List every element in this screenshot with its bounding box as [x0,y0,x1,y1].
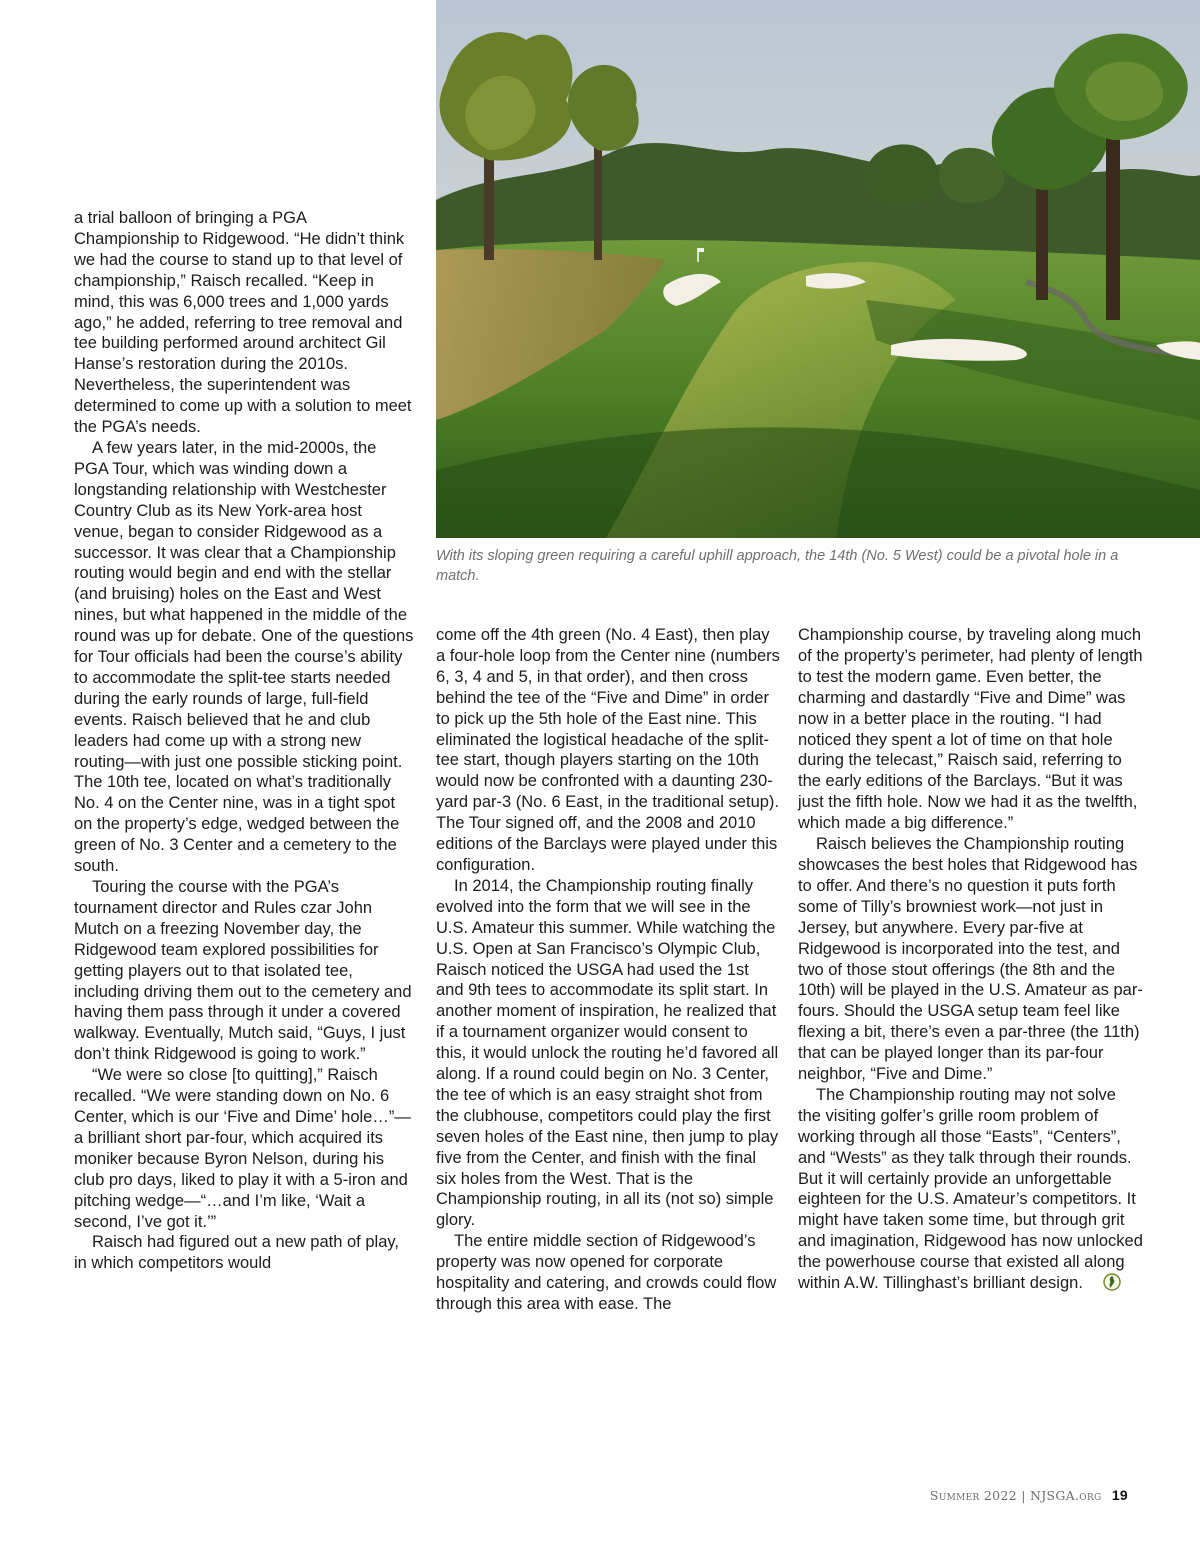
paragraph: A few years later, in the mid-2000s, the PGA Tour, which was winding down a longstanding relationship with Westchester Country Club as its New York-area host venue, began to consider Ridgewood as a successor. It was clear that a Championship routing would begin and end with the stellar (and bruising) holes on the East and West nines, but what happened in the middle of the round was up for debate. One of the questions for Tour officials had been the course’s ability to accommodate the split-tee starts needed during the early rounds of large, full-field events. Raisch believed that he and club leaders had come up with a strong new routing—with just one possible sticking point. The 10th tee, located on what’s traditionally No. 4 on the Center nine, was in a tight spot on the property’s edge, wedged between the green of No. 3 Center and a cemetery to the south. [74,438,414,876]
folio-separator: | [1021,1488,1026,1503]
paragraph: “We were so close [to quitting],” Raisch recalled. “We were standing down on No. 6 Center, which is our ‘Five and Dime’ hole…”—a brilliant short par-four, which acquired its moniker because Byron Nelson, during his club pro days, liked to play it with a 5-iron and pitching wedge—“…and I’m like, ‘Wait a second, I’ve got it.’” [74,1066,411,1231]
paragraph-text: The Championship routing may not solve the visiting golfer’s grille room problem of working through all those “Easts”, “Centers”, and “Wests” as they talk through their rounds. But it will certainly provide an unforgettable eighteen for the U.S. Amateur’s competitors. It might have taken some time, but through grit and imagination, Ridgewood has now unlocked the powerhouse course that existed all along within A.W. Tillinghast’s brilliant design. [798,1085,1143,1293]
article-column-2 [436,625,780,1315]
issue-date: Summer 2022 [929,1488,1017,1503]
page-number: 19 [1111,1487,1128,1503]
page-footer [930,1487,1128,1503]
paragraph: Touring the course with the PGA’s tournament director and Rules czar John Mutch on a freezing November day, the Ridgewood team explored possibilities for getting players out to that isolated tee, including driving them out to the cemetery and having them pass through it under a covered walkway. Eventually, Mutch said, “Guys, I just don’t think Ridgewood is going to work.” [74,878,412,1064]
site-name: NJSGA.org [1029,1488,1102,1503]
paragraph: come off the 4th green (No. 4 East), then play a four-hole loop from the Center nine (numbers 6, 3, 4 and 5, in that order), and then cross behind the tee of the “Five and Dime” in order to pick up the 5th hole of the East nine. This eliminated the logistical headache of the split-tee start, though players starting on the 10th would now be confronted with a daunting 230-yard par-3 (No. 6 East, in the traditional setup). The Tour signed off, and the 2008 and 2010 editions of the Barclays were played under this configuration. [436,626,780,874]
paragraph: In 2014, the Championship routing finally evolved into the form that we will see in the U.S. Amateur this summer. While watching the U.S. Open at San Francisco’s Olympic Club, Raisch noticed the USGA had used the 1st and 9th tees to accommodate its split start. In another moment of inspiration, he realized that if a tournament organizer would consent to this, it would unlock the routing he’d favored all along. If a round could begin on No. 3 Center, the tee of which is an easy straight shot from the clubhouse, competitors could play the first seven holes of the East nine, then jump to play five from the Center, and finish with the final six holes from the West. That is the Championship routing, in all its (not so) simple glory. [436,876,779,1230]
nj-state-end-mark-icon [1085,1273,1103,1291]
paragraph: a trial balloon of bringing a PGA Championship to Ridgewood. “He didn’t think we had the course to stand up to that level of championship,” Raisch recalled. “Keep in mind, this was 6,000 trees and 1,000 yards ago,” he added, referring to tree removal and tee building performed around architect Gil Hanse’s restoration during the 2010s. Nevertheless, the superintendent was determined to come up with a solution to meet the PGA’s needs. [74,209,412,437]
paragraph: Raisch believes the Championship routing showcases the best holes that Ridgewood has to offer. And there’s no question it puts forth some of Tilly’s browniest work—not just in Jersey, but anywhere. Every par-five at Ridgewood is incorporated into the test, and two of those stout offerings (the 8th and the 10th) will be played in the U.S. Amateur as par-fours. Should the USGA setup team feel like flexing a bit, there’s even a par-three (the 11th) that can be played longer than its par-four neighbor, “Five and Dime.” [798,835,1143,1084]
paragraph: Championship course, by traveling along much of the property’s perimeter, had plenty of length to test the modern game. Even better, the charming and dastardly “Five and Dime” was now in a better place in the routing. “I had noticed they spent a lot of time on that hole during the telecast,” Raisch said, referring to the early editions of the Barclays. “But it was just the fifth hole. Now we had it as the twelfth, which made a big difference.” [798,626,1143,833]
photo-caption: With its sloping green requiring a careful uphill approach, the 14th (No. 5 West) could be a pivotal hole in a match. [436,548,1119,584]
paragraph: The entire middle section of Ridgewood’s property was now opened for corporate hospitality and catering, and crowds could flow through this area with ease. The [436,1232,777,1313]
golf-course-photo [436,0,1200,538]
article-column-3 [798,625,1143,1294]
article-column-1 [74,208,414,1274]
paragraph: Raisch had figured out a new path of play, in which competitors would [74,1233,399,1273]
paragraph [798,1085,1143,1294]
